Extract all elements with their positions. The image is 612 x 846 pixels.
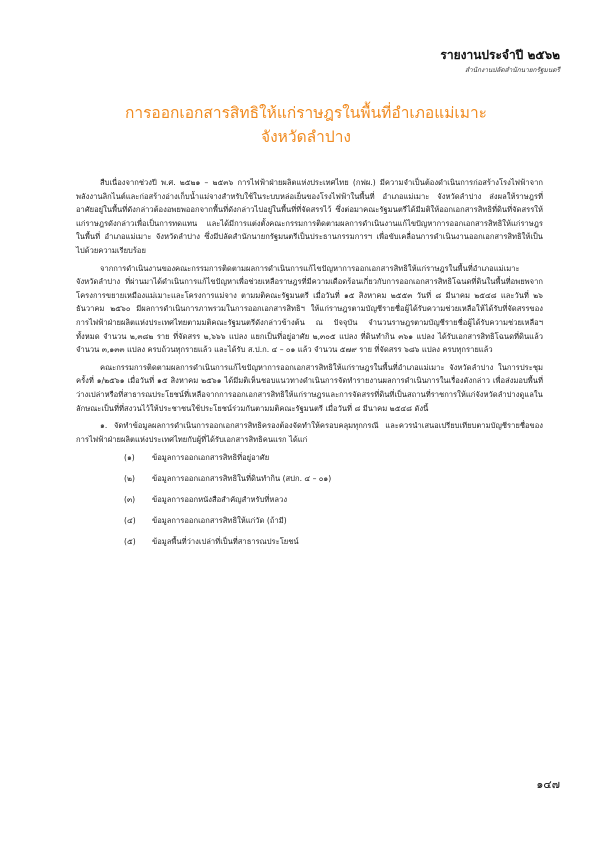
list-item-number: (๓) (124, 495, 136, 505)
paragraph-item-1: ๑. จัดทำข้อมูลผลการดำเนินการออกเอกสารสิทธิครองต้องจัดทำให้ครอบคลุมทุกกรณี และควรนำเสนอเปรียบเทียบตามบัญชีรายชื่อของการไฟฟ้าฝ่ายผลิตแห่งประเทศไทยกับผู้ที่ได้รับเอกสารสิทธิคนแรก ได้แก่ (76, 421, 543, 444)
document-body (76, 176, 543, 555)
list-item-text: ข้อมูลการออกเอกสารสิทธิในที่ดินทำกิน (สปก. ๔ – ๐๑) (152, 474, 332, 484)
page-title-line-2: จังหวัดลำปาง (261, 128, 351, 146)
list-item-number: (๑) (124, 453, 135, 463)
page-number: ๑๔๗ (536, 778, 560, 791)
list-item (76, 471, 543, 486)
list-item-text: ข้อมูลการออกเอกสารสิทธิให้แก่วัด (ถ้ามี) (152, 516, 287, 526)
list-item-number: (๒) (124, 474, 135, 484)
paragraph-background: สืบเนื่องจากช่วงปี พ.ศ. ๒๕๒๑ – ๒๕๓๖ การไฟฟ้าฝ่ายผลิตแห่งประเทศไทย (กฟผ.) มีความจำเป็นต้องดำเนินการก่อสร้างโรงไฟฟ้าจากพลังงานลิกไนต์และก่อสร้างอ่างเก็บน้ำแม่จางสำหรับใช้ในระบบหล่อเย็นของโรงไฟฟ้าในพื้นที่ อำเภอแม่เมาะ จังหวัดลำปาง ส่งผลให้ราษฎรที่อาศัยอยู่ในพื้นที่ดังกล่าวต้องอพยพออกจากพื้นที่ดังกล่าวไปอยู่ในพื้นที่ที่จัดสรรไว้ ซึ่งต่อมาคณะรัฐมนตรีได้มีมติให้ออกเอกสารสิทธิที่ดินที่จัดสรรให้แก่ราษฎรดังกล่าวเพื่อเป็นการทดแทน และได้มีการแต่งตั้งคณะกรรมการติดตามผลการดำเนินงานแก้ไขปัญหาการออกเอกสารสิทธิให้แก่ราษฎรในพื้นที่ อำเภอแม่เมาะ จังหวัดลำปาง ซึ่งมีปลัดสำนักนายกรัฐมนตรีเป็นประธานกรรมการฯ เพื่อขับเคลื่อนการดำเนินงานออกเอกสารสิทธิให้เป็นไปด้วยความเรียบร้อย (76, 178, 543, 255)
paragraph-committee: คณะกรรมการติดตามผลการดำเนินการแก้ไขปัญหาการออกเอกสารสิทธิให้แก่ราษฎรในพื้นที่อำเภอแม่เมาะ จังหวัดลำปาง ในการประชุม ครั้งที่ ๑/๒๕๖๑ เมื่อวันที่ ๑๕ สิงหาคม ๒๕๖๑ ได้มีมติเห็นชอบแนวทางดำเนินการจัดทำรายงานผลการดำเนินการในเรื่องดังกล่าว เพื่อส่งมอบพื้นที่ว่างเปล่าหรือที่สาธารณประโยชน์ที่เหลือจากการออกเอกสารสิทธิให้แก่ราษฎรและการจัดสรรที่ดินที่เป็นสถานที่ราชการให้แก่จังหวัดลำปางดูแลในลักษณะเป็นที่ที่สงวนไว้ให้ประชาชนใช้ประโยชน์ร่วมกันตามมติคณะรัฐมนตรี เมื่อวันที่ ๘ มีนาคม ๒๕๔๘ ดังนี้ (76, 362, 543, 413)
list-item-text: ข้อมูลการออกเอกสารสิทธิที่อยู่อาศัย (152, 453, 270, 463)
list-item (76, 492, 543, 507)
list-item-text: ข้อมูลพื้นที่ว่างเปล่าที่เป็นที่สาธารณประโยชน์ (152, 537, 299, 547)
list-item (76, 534, 543, 549)
list-item (76, 513, 543, 528)
list-item-number: (๔) (124, 516, 136, 526)
report-header-subtitle: สำนักงานปลัดสำนักนายกรัฐมนตรี (465, 66, 560, 74)
list-item (76, 450, 543, 465)
list-item-number: (๕) (124, 537, 136, 547)
list-item-text: ข้อมูลการออกหนังสือสำคัญสำหรับที่หลวง (152, 495, 288, 505)
paragraph-results: จากการดำเนินงานของคณะกรรมการติดตามผลการดำเนินการแก้ไขปัญหาการออกเอกสารสิทธิให้แก่ราษฎรในพื้นที่อำเภอแม่เมาะ จังหวัดลำปาง ที่ผ่านมาได้ดำเนินการแก้ไขปัญหาเพื่อช่วยเหลือราษฎรที่มีความเดือดร้อนเกี่ยวกับการออกเอกสารสิทธิโฉนดที่ดินในพื้นที่อพยพจากโครงการขยายเหมืองแม่เมาะและโครงการแม่จาง ตามมติคณะรัฐมนตรี เมื่อวันที่ ๑๕ สิงหาคม ๒๕๕๓ วันที่ ๘ มีนาคม ๒๕๔๘ และวันที่ ๒๖ ธันวาคม ๒๕๖๐ มีผลการดำเนินการภาพรวมในการออกเอกสารสิทธิฯ ให้แก่ราษฎรตามบัญชีรายชื่อผู้ได้รับความช่วยเหลือให้ได้รับที่จัดสรรของการไฟฟ้าฝ่ายผลิตแห่งประเทศไทยตามมติคณะรัฐมนตรีดังกล่าวข้างต้น ณ ปัจจุบัน จำนวนราษฎรตามบัญชีรายชื่อผู้ได้รับความช่วยเหลือฯ ทั้งหมด จำนวน ๒,๓๘๒ ราย ที่จัดสรร ๒,๖๖๖ แปลง แยกเป็นที่อยู่อาศัย ๒,๓๐๕ แปลง ที่ดินทำกิน ๓๖๑ แปลง ได้รับเอกสารสิทธิโฉนดที่ดินแล้ว จำนวน ๓,๑๓๓ แปลง ครบถ้วนทุกรายแล้ว และได้รับ ส.ป.ก. ๔ – ๐๑ แล้ว จำนวน ๕๗๙ ราย ที่จัดสรร ๖๘๖ แปลง ครบทุกรายแล้ว (76, 263, 543, 355)
data-list (76, 450, 543, 549)
report-header-title: รายงานประจำปี ๒๕๖๒ (440, 48, 560, 62)
page-title-line-1: การออกเอกสารสิทธิให้แก่ราษฎรในพื้นที่อำเภอแม่เมาะ (125, 104, 487, 122)
